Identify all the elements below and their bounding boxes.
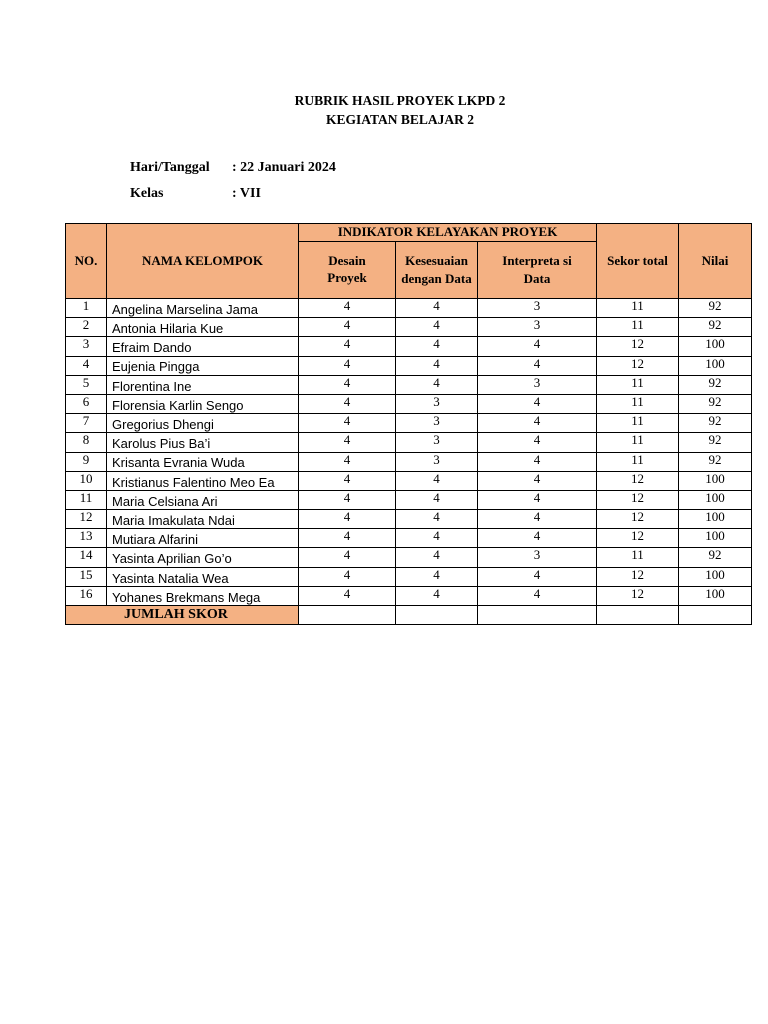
- no-cell: 12: [66, 510, 107, 529]
- jumlah-skor-label: JUMLAH SKOR: [66, 606, 299, 625]
- no-cell: 14: [66, 548, 107, 567]
- kesesuaian-cell: 4: [396, 529, 478, 548]
- nilai-cell: 100: [679, 356, 752, 375]
- interpretasi-cell: 3: [478, 299, 597, 318]
- document-title: RUBRIK HASIL PROYEK LKPD 2: [294, 93, 506, 108]
- desain-proyek-cell: 4: [299, 490, 396, 509]
- header-no: NO.: [66, 224, 107, 299]
- kesesuaian-cell: 3: [396, 433, 478, 452]
- no-cell: 3: [66, 337, 107, 356]
- interpretasi-cell: 4: [478, 337, 597, 356]
- desain-proyek-cell: 4: [299, 433, 396, 452]
- nama-kelompok-cell: Gregorius Dhengi: [107, 414, 299, 433]
- table-row: [66, 394, 752, 413]
- sekor-total-cell: 11: [597, 414, 679, 433]
- no-cell: 6: [66, 394, 107, 413]
- kesesuaian-cell: 4: [396, 375, 478, 394]
- desain-proyek-cell: 4: [299, 548, 396, 567]
- no-cell: 10: [66, 471, 107, 490]
- nilai-cell: 92: [679, 299, 752, 318]
- kesesuaian-cell: 3: [396, 394, 478, 413]
- desain-proyek-cell: 4: [299, 471, 396, 490]
- nama-kelompok-cell: Efraim Dando: [107, 337, 299, 356]
- sekor-total-cell: 12: [597, 471, 679, 490]
- nama-kelompok-cell: Krisanta Evrania Wuda: [107, 452, 299, 471]
- jumlah-kesesuaian-cell: [396, 606, 478, 625]
- nilai-cell: 92: [679, 548, 752, 567]
- sekor-total-cell: 11: [597, 452, 679, 471]
- table-row: [66, 375, 752, 394]
- no-cell: 2: [66, 318, 107, 337]
- sekor-total-cell: 11: [597, 433, 679, 452]
- desain-proyek-cell: 4: [299, 452, 396, 471]
- kesesuaian-cell: 4: [396, 471, 478, 490]
- desain-proyek-cell: 4: [299, 510, 396, 529]
- desain-proyek-cell: 4: [299, 337, 396, 356]
- desain-proyek-cell: 4: [299, 318, 396, 337]
- kesesuaian-cell: 4: [396, 586, 478, 605]
- kesesuaian-cell: 4: [396, 548, 478, 567]
- nama-kelompok-cell: Yohanes Brekmans Mega: [107, 586, 299, 605]
- table-row: [66, 471, 752, 490]
- table-row: [66, 337, 752, 356]
- no-cell: 7: [66, 414, 107, 433]
- no-cell: 11: [66, 490, 107, 509]
- nama-kelompok-cell: Antonia Hilaria Kue: [107, 318, 299, 337]
- nama-kelompok-cell: Florentina Ine: [107, 375, 299, 394]
- nilai-cell: 92: [679, 433, 752, 452]
- header-nama-kelompok: NAMA KELOMPOK: [107, 224, 299, 299]
- table-row: [66, 586, 752, 605]
- rubrik-table: [65, 223, 752, 625]
- table-row: [66, 490, 752, 509]
- header-nilai: Nilai: [679, 224, 752, 299]
- sekor-total-cell: 11: [597, 394, 679, 413]
- nilai-cell: 100: [679, 510, 752, 529]
- kesesuaian-cell: 4: [396, 356, 478, 375]
- table-row: [66, 567, 752, 586]
- desain-proyek-cell: 4: [299, 529, 396, 548]
- interpretasi-cell: 4: [478, 586, 597, 605]
- header-sekor-total: Sekor total: [597, 224, 679, 299]
- sekor-total-cell: 12: [597, 529, 679, 548]
- sekor-total-cell: 12: [597, 490, 679, 509]
- table-row: [66, 452, 752, 471]
- nilai-cell: 100: [679, 586, 752, 605]
- table-row: [66, 299, 752, 318]
- jumlah-sekor-total-cell: [597, 606, 679, 625]
- nama-kelompok-cell: Maria Celsiana Ari: [107, 490, 299, 509]
- nilai-cell: 100: [679, 529, 752, 548]
- desain-proyek-cell: 4: [299, 394, 396, 413]
- no-cell: 8: [66, 433, 107, 452]
- desain-proyek-cell: 4: [299, 567, 396, 586]
- no-cell: 15: [66, 567, 107, 586]
- sekor-total-cell: 11: [597, 375, 679, 394]
- nama-kelompok-cell: Yasinta Natalia Wea: [107, 567, 299, 586]
- sekor-total-cell: 12: [597, 337, 679, 356]
- no-cell: 9: [66, 452, 107, 471]
- nama-kelompok-cell: Kristianus Falentino Meo Ea: [107, 471, 299, 490]
- kelas-label: Kelas: [130, 186, 164, 201]
- desain-proyek-cell: 4: [299, 375, 396, 394]
- sekor-total-cell: 12: [597, 356, 679, 375]
- nilai-cell: 92: [679, 394, 752, 413]
- document-subtitle: KEGIATAN BELAJAR 2: [325, 112, 475, 127]
- table-row: [66, 433, 752, 452]
- table-body: [66, 299, 752, 606]
- hari-tanggal-value: : 22 Januari 2024: [232, 160, 336, 175]
- nilai-cell: 100: [679, 567, 752, 586]
- nama-kelompok-cell: Mutiara Alfarini: [107, 529, 299, 548]
- no-cell: 4: [66, 356, 107, 375]
- kesesuaian-cell: 4: [396, 299, 478, 318]
- sekor-total-cell: 11: [597, 299, 679, 318]
- interpretasi-cell: 4: [478, 356, 597, 375]
- kesesuaian-cell: 3: [396, 452, 478, 471]
- header-interpretasi-label: Interpreta si Data: [502, 252, 572, 286]
- hari-tanggal-label: Hari/Tanggal: [130, 160, 210, 175]
- header-interpretasi: [478, 242, 597, 299]
- table-header: [66, 224, 752, 299]
- jumlah-interpretasi-cell: [478, 606, 597, 625]
- table-row: [66, 318, 752, 337]
- nama-kelompok-cell: Eujenia Pingga: [107, 356, 299, 375]
- nilai-cell: 92: [679, 375, 752, 394]
- no-cell: 13: [66, 529, 107, 548]
- nama-kelompok-cell: Maria Imakulata Ndai: [107, 510, 299, 529]
- kesesuaian-cell: 4: [396, 510, 478, 529]
- jumlah-desain-cell: [299, 606, 396, 625]
- interpretasi-cell: 3: [478, 375, 597, 394]
- kesesuaian-cell: 4: [396, 490, 478, 509]
- kesesuaian-cell: 4: [396, 337, 478, 356]
- interpretasi-cell: 4: [478, 529, 597, 548]
- nilai-cell: 92: [679, 318, 752, 337]
- nilai-cell: 100: [679, 337, 752, 356]
- desain-proyek-cell: 4: [299, 414, 396, 433]
- interpretasi-cell: 4: [478, 510, 597, 529]
- no-cell: 1: [66, 299, 107, 318]
- nama-kelompok-cell: Angelina Marselina Jama: [107, 299, 299, 318]
- interpretasi-cell: 4: [478, 567, 597, 586]
- no-cell: 5: [66, 375, 107, 394]
- sekor-total-cell: 12: [597, 567, 679, 586]
- table-row: [66, 529, 752, 548]
- interpretasi-cell: 4: [478, 490, 597, 509]
- table-row: [66, 510, 752, 529]
- header-kesesuaian-label: Kesesuaian dengan Data: [401, 252, 472, 286]
- nama-kelompok-cell: Florensia Karlin Sengo: [107, 394, 299, 413]
- sekor-total-cell: 12: [597, 510, 679, 529]
- interpretasi-cell: 4: [478, 433, 597, 452]
- header-indikator: INDIKATOR KELAYAKAN PROYEK: [299, 224, 597, 242]
- kesesuaian-cell: 4: [396, 567, 478, 586]
- interpretasi-cell: 4: [478, 394, 597, 413]
- kelas-value: : VII: [232, 186, 261, 201]
- table-row: [66, 414, 752, 433]
- sekor-total-cell: 11: [597, 548, 679, 567]
- nilai-cell: 92: [679, 414, 752, 433]
- kesesuaian-cell: 3: [396, 414, 478, 433]
- kesesuaian-cell: 4: [396, 318, 478, 337]
- nama-kelompok-cell: Yasinta Aprilian Go’o: [107, 548, 299, 567]
- interpretasi-cell: 3: [478, 548, 597, 567]
- interpretasi-cell: 4: [478, 414, 597, 433]
- desain-proyek-cell: 4: [299, 299, 396, 318]
- total-row: [66, 606, 752, 625]
- sekor-total-cell: 11: [597, 318, 679, 337]
- nama-kelompok-cell: Karolus Pius Ba’i: [107, 433, 299, 452]
- header-desain-proyek: [299, 242, 396, 299]
- nilai-cell: 100: [679, 471, 752, 490]
- table-row: [66, 548, 752, 567]
- interpretasi-cell: 3: [478, 318, 597, 337]
- no-cell: 16: [66, 586, 107, 605]
- jumlah-nilai-cell: [679, 606, 752, 625]
- interpretasi-cell: 4: [478, 471, 597, 490]
- nilai-cell: 92: [679, 452, 752, 471]
- header-kesesuaian: [396, 242, 478, 299]
- interpretasi-cell: 4: [478, 452, 597, 471]
- table-row: [66, 356, 752, 375]
- desain-proyek-cell: 4: [299, 586, 396, 605]
- desain-proyek-cell: 4: [299, 356, 396, 375]
- sekor-total-cell: 12: [597, 586, 679, 605]
- nilai-cell: 100: [679, 490, 752, 509]
- header-desain-proyek-label: Desain Proyek: [327, 253, 367, 285]
